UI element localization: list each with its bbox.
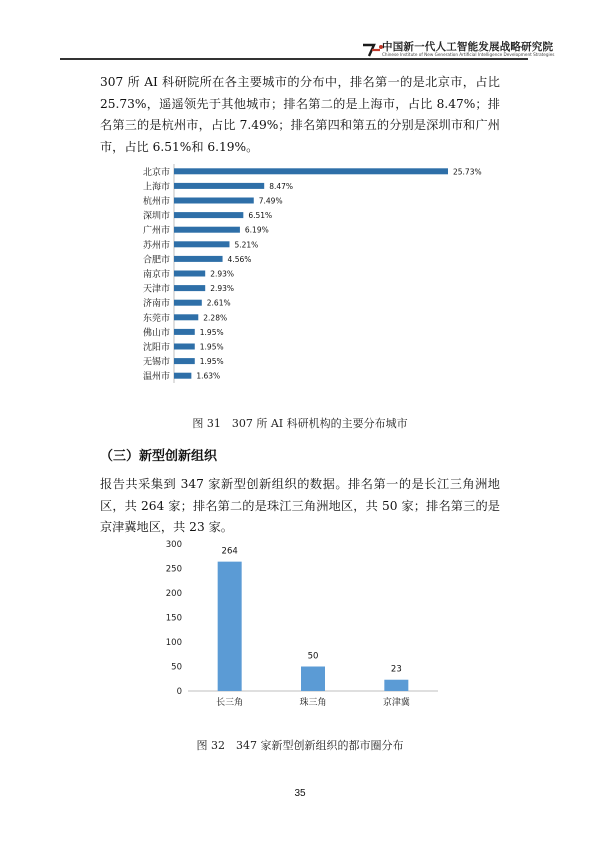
paragraph-city-distribution: 307 所 AI 科研院所在各主要城市的分布中，排名第一的是北京市，占比 25.73%，遥遥领先于其他城市；排名第二的是上海市，占比 8.47%；排名第三的是杭州市，占比 7.49%；排名第四和第五的分别是深圳市和广州市，占比 6.51%和 6.19%。	[100, 75, 500, 154]
data-label: 1.63%	[196, 371, 221, 381]
bar	[174, 227, 240, 233]
bar	[174, 314, 198, 320]
category-label: 南京市	[142, 270, 170, 280]
category-label: 佛山市	[142, 328, 170, 339]
category-label: 天津市	[142, 284, 170, 295]
data-label: 2.93%	[210, 269, 235, 279]
category-label: 深圳市	[142, 211, 170, 222]
org-name-en: Chinese Institute of New Generation Artificial Intelligence Development Strategies	[382, 52, 555, 57]
bar	[174, 241, 229, 247]
y-tick-label: 300	[165, 540, 182, 550]
y-tick-label: 0	[176, 687, 182, 697]
data-label: 2.28%	[203, 313, 228, 323]
bar	[174, 373, 191, 379]
data-label: 4.56%	[227, 254, 252, 264]
bar	[174, 212, 243, 218]
bar	[174, 271, 205, 277]
data-label: 23	[390, 664, 402, 675]
y-tick-label: 100	[165, 638, 182, 648]
data-label: 2.61%	[206, 298, 231, 308]
y-tick-label: 50	[171, 662, 182, 673]
category-label: 苏州市	[142, 240, 170, 251]
category-label: 京津冀	[382, 698, 410, 708]
bar	[174, 183, 264, 189]
category-label: 北京市	[142, 167, 170, 178]
category-label: 济南市	[142, 299, 170, 310]
data-label: 8.47%	[269, 181, 294, 191]
bar	[218, 562, 242, 691]
data-label: 5.21%	[234, 240, 259, 250]
bar	[384, 680, 408, 691]
figure-31-caption: 图 31 307 所 AI 科研机构的主要分布城市	[192, 417, 408, 430]
data-label: 6.51%	[248, 211, 273, 221]
data-label: 25.73%	[453, 167, 482, 177]
data-label: 1.95%	[199, 357, 224, 367]
bar	[174, 168, 448, 174]
y-tick-label: 250	[165, 564, 182, 575]
bar	[174, 344, 195, 350]
category-label: 上海市	[142, 182, 170, 193]
metro-distribution-chart	[150, 535, 450, 720]
bar	[301, 667, 325, 692]
category-label: 珠三角	[299, 698, 327, 708]
page-number: 35	[294, 788, 306, 799]
bar	[174, 285, 205, 291]
category-label: 温州市	[142, 372, 170, 383]
page-header	[0, 0, 600, 62]
data-label: 7.49%	[258, 196, 283, 206]
org-name-cn: 中国新一代人工智能发展战略研究院	[382, 41, 554, 53]
data-label: 1.95%	[199, 327, 224, 337]
figure-32-caption: 图 32 347 家新型创新组织的都市圈分布	[196, 739, 404, 752]
data-label: 264	[221, 546, 238, 557]
header-rule	[60, 58, 528, 60]
category-label: 广州市	[142, 226, 170, 237]
category-label: 沈阳市	[142, 343, 170, 353]
bar	[174, 198, 254, 204]
bar	[174, 256, 223, 262]
data-label: 2.93%	[210, 284, 235, 294]
category-label: 长三角	[216, 698, 244, 708]
bar	[174, 300, 202, 306]
bar	[174, 329, 195, 335]
y-tick-label: 150	[165, 613, 182, 624]
category-label: 合肥市	[142, 255, 170, 266]
section-title: （三）新型创新组织	[100, 449, 218, 464]
y-tick-label: 200	[165, 589, 182, 599]
bar	[174, 358, 195, 364]
city-distribution-chart	[130, 160, 510, 390]
paragraph-innovation-orgs: 报告共采集到 347 家新型创新组织的数据。排名第一的是长江三角洲地区，共 264 家；排名第二的是珠江三角洲地区，共 50 家；排名第三的是京津冀地区，共 23 家。	[100, 477, 500, 534]
category-label: 杭州市	[142, 197, 170, 207]
data-label: 50	[307, 651, 319, 662]
data-label: 1.95%	[199, 342, 224, 352]
data-label: 6.19%	[244, 225, 269, 235]
category-label: 东莞市	[142, 313, 170, 324]
category-label: 无锡市	[142, 357, 170, 368]
